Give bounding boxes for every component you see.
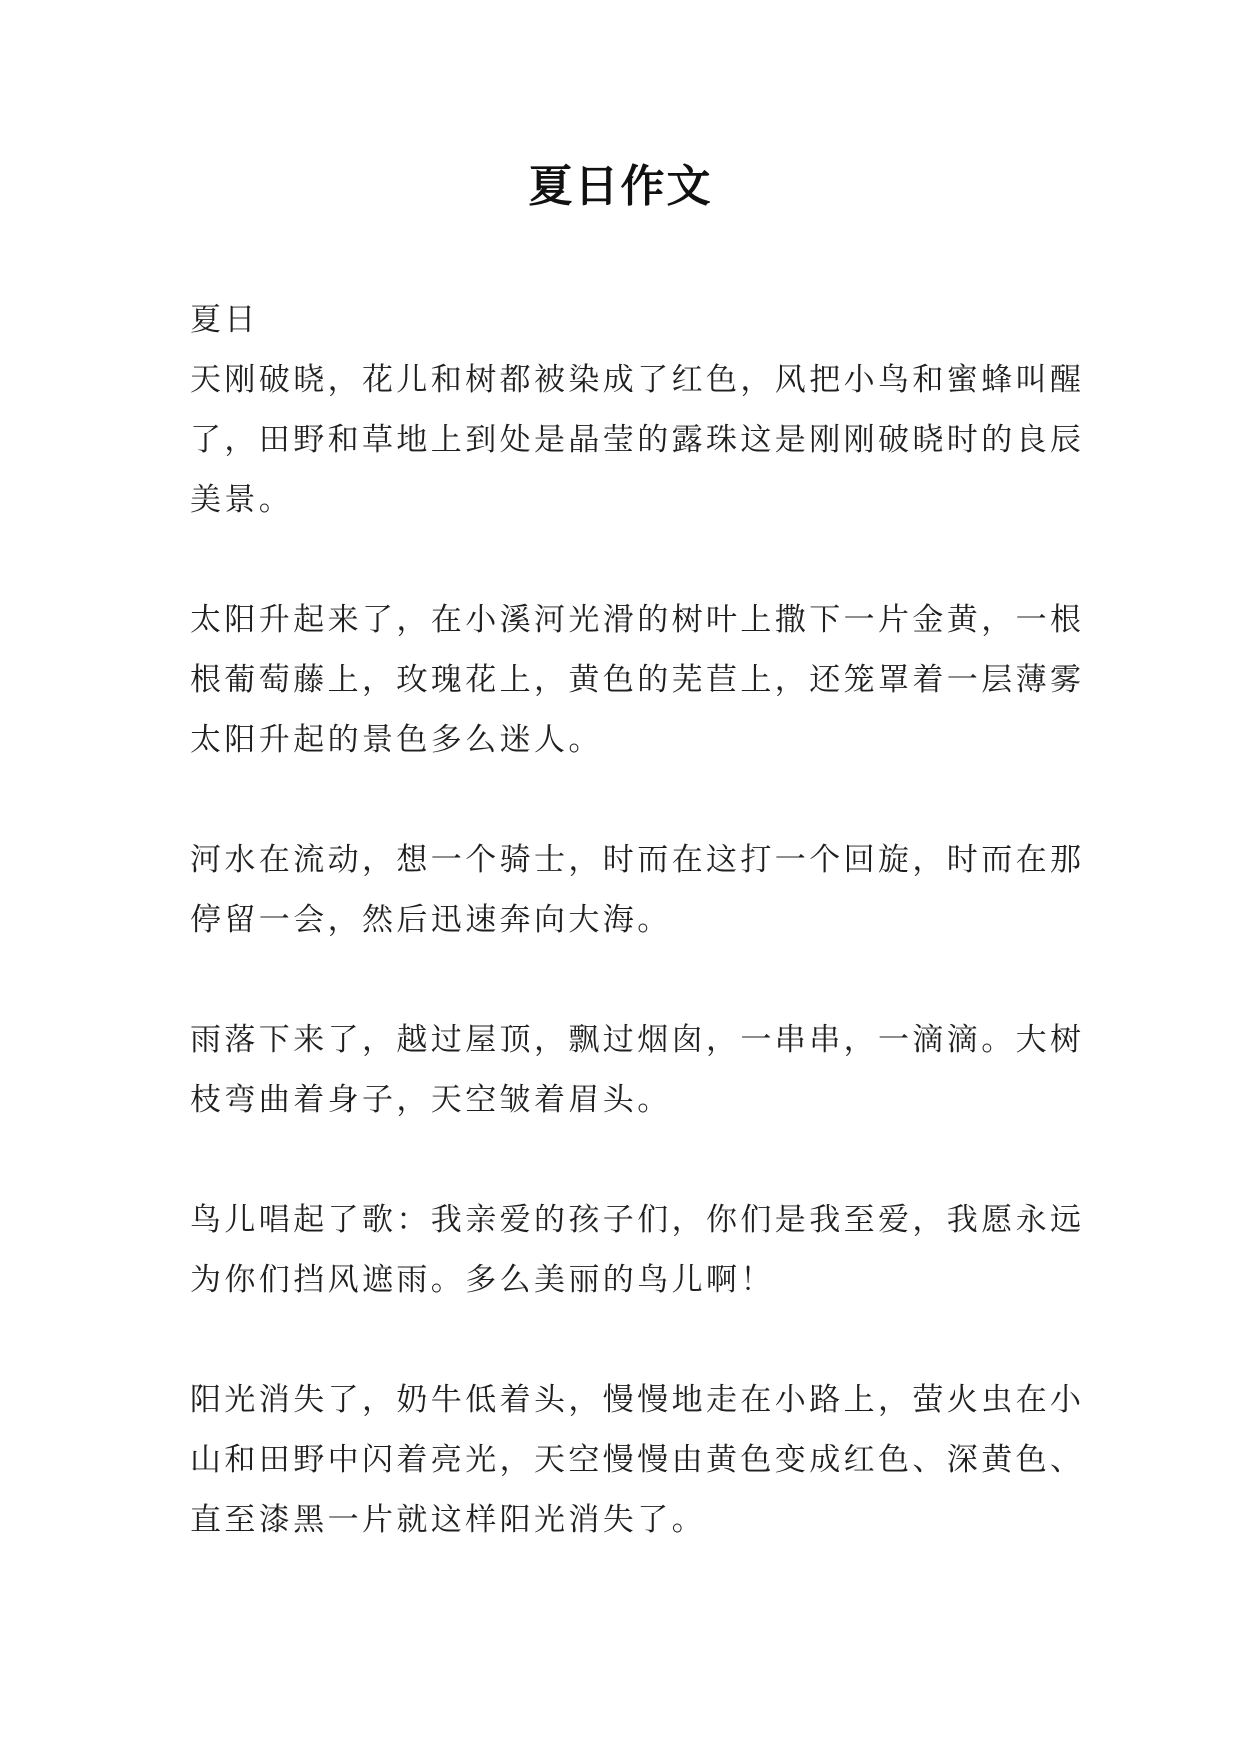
paragraph-2 [190,590,1085,770]
paragraph-line: 停留一会，然后迅速奔向大海。 [190,902,672,938]
paragraph-spacer [190,770,1070,830]
paragraph-line: 美景。 [190,482,294,518]
paragraph-line: 太阳升起来了，在小溪河光滑的树叶上撒下一片金黄，一根 [190,602,1085,638]
paragraph-line: 鸟儿唱起了歌：我亲爱的孩子们，你们是我至爱，我愿永远 [190,1202,1085,1238]
section-heading: 夏日 [190,302,259,338]
document-title: 夏日作文 [528,161,713,212]
paragraph-3 [190,830,1085,950]
paragraph-spacer [190,1310,1070,1370]
paragraph-line: 雨落下来了，越过屋顶，飘过烟囱，一串串，一滴滴。大树 [190,1022,1085,1058]
paragraph-line: 枝弯曲着身子，天空皱着眉头。 [190,1082,672,1118]
paragraph-line: 根葡萄藤上，玫瑰花上，黄色的芜苣上，还笼罩着一层薄雾 [190,662,1085,698]
paragraph-line: 山和田野中闪着亮光，天空慢慢由黄色变成红色、深黄色、 [190,1442,1085,1478]
paragraph-line: 为你们挡风遮雨。多么美丽的鸟儿啊！ [190,1262,775,1298]
paragraph-spacer [190,950,1070,1010]
paragraph-spacer [190,530,1070,590]
paragraph-5 [190,1190,1085,1310]
paragraph-4 [190,1010,1085,1130]
document-body [190,290,1085,1550]
paragraph-line: 太阳升起的景色多么迷人。 [190,722,603,758]
paragraph-line: 河水在流动，想一个骑士，时而在这打一个回旋，时而在那 [190,842,1085,878]
paragraph-6 [190,1370,1085,1550]
paragraph-line: 直至漆黑一片就这样阳光消失了。 [190,1502,706,1538]
paragraph-line: 了，田野和草地上到处是晶莹的露珠这是刚刚破晓时的良辰 [190,422,1085,458]
paragraph-line: 阳光消失了，奶牛低着头，慢慢地走在小路上，萤火虫在小 [190,1382,1085,1418]
paragraph-spacer [190,1130,1070,1190]
paragraph-line: 天刚破晓，花儿和树都被染成了红色，风把小鸟和蜜蜂叫醒 [190,362,1085,398]
paragraph-1 [190,350,1085,530]
